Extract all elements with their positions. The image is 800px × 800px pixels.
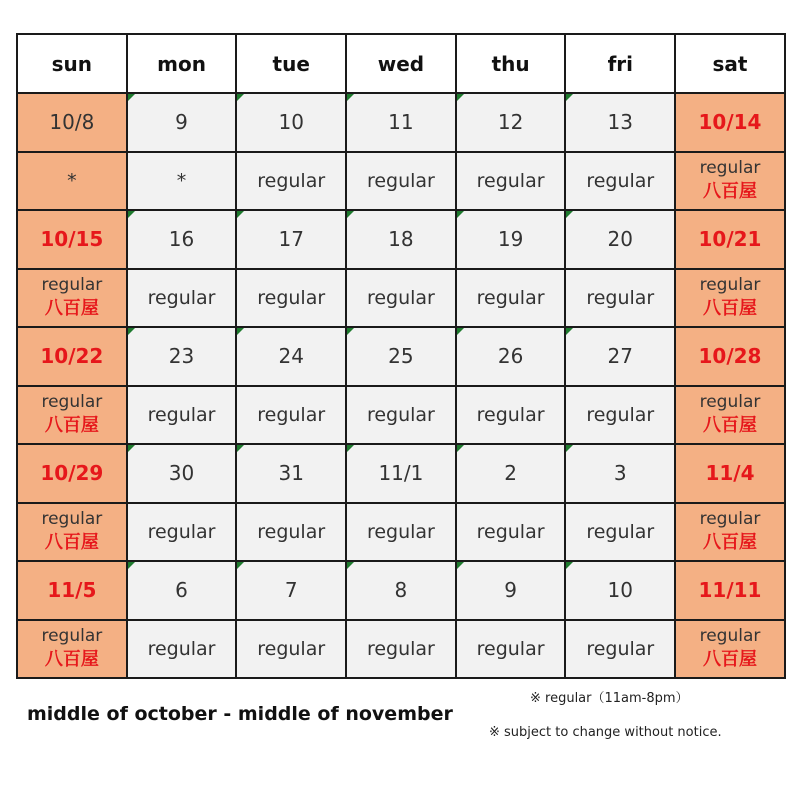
date-cell: 9	[127, 93, 237, 152]
schedule-cell	[456, 620, 566, 679]
schedule-label: regular	[257, 169, 326, 192]
schedule-label: regular	[699, 509, 761, 530]
header-sat: sat	[675, 34, 785, 93]
date-cell: 10/28	[675, 327, 785, 386]
schedule-cell	[346, 152, 456, 211]
schedule-label: regular	[476, 520, 545, 543]
date-cell: 11/5	[17, 561, 127, 620]
period-caption: middle of october - middle of november	[27, 703, 453, 725]
header-tue: tue	[236, 34, 346, 93]
schedule-label: regular	[147, 637, 216, 660]
date-cell: 10/15	[17, 210, 127, 269]
schedule-label: regular	[366, 520, 435, 543]
date-cell: 20	[565, 210, 675, 269]
date-cell: 31	[236, 444, 346, 503]
schedule-label: regular	[476, 169, 545, 192]
schedule-lines	[18, 274, 126, 321]
date-cell: 23	[127, 327, 237, 386]
schedule-cell	[675, 503, 785, 562]
schedule-label: regular	[41, 509, 103, 530]
header-sun: sun	[17, 34, 127, 93]
calendar-table	[16, 33, 786, 679]
date-cell: 2	[456, 444, 566, 503]
schedule-label: regular	[586, 286, 655, 309]
note-row	[17, 269, 785, 328]
vendor-label: 八百屋	[702, 298, 757, 320]
schedule-cell	[127, 503, 237, 562]
date-cell: 10/29	[17, 444, 127, 503]
schedule-label: regular	[41, 392, 103, 413]
schedule-label: regular	[699, 275, 761, 296]
schedule-cell	[456, 503, 566, 562]
schedule-lines	[18, 508, 126, 555]
schedule-cell	[17, 386, 127, 445]
schedule-cell	[127, 620, 237, 679]
schedule-label: regular	[586, 403, 655, 426]
schedule-label: regular	[586, 520, 655, 543]
date-cell: 24	[236, 327, 346, 386]
schedule-cell	[565, 503, 675, 562]
schedule-lines	[676, 625, 784, 672]
header-mon: mon	[127, 34, 237, 93]
schedule-cell	[675, 152, 785, 211]
schedule-cell	[17, 269, 127, 328]
schedule-cell	[565, 152, 675, 211]
date-cell: 11	[346, 93, 456, 152]
schedule-label: regular	[41, 275, 103, 296]
schedule-lines	[18, 625, 126, 672]
note-row	[17, 152, 785, 211]
schedule-lines	[676, 157, 784, 204]
schedule-cell	[456, 152, 566, 211]
schedule-cell	[456, 386, 566, 445]
date-row	[17, 327, 785, 386]
schedule-label: regular	[476, 403, 545, 426]
schedule-cell	[675, 269, 785, 328]
schedule-cell	[127, 269, 237, 328]
date-cell: 19	[456, 210, 566, 269]
schedule-label: regular	[147, 520, 216, 543]
schedule-cell	[236, 152, 346, 211]
change-notice: ※ subject to change without notice.	[489, 725, 722, 740]
vendor-label: 八百屋	[44, 415, 99, 437]
note-row	[17, 386, 785, 445]
schedule-label: regular	[366, 403, 435, 426]
date-cell: 3	[565, 444, 675, 503]
schedule-cell	[456, 269, 566, 328]
date-row	[17, 210, 785, 269]
schedule-cell	[565, 386, 675, 445]
schedule-label: regular	[366, 169, 435, 192]
schedule-cell	[236, 386, 346, 445]
date-row	[17, 444, 785, 503]
schedule-cell	[236, 620, 346, 679]
date-cell: 9	[456, 561, 566, 620]
schedule-label: *	[67, 169, 77, 192]
schedule-cell	[346, 386, 456, 445]
hours-note: ※ regular（11am-8pm）	[530, 691, 689, 706]
schedule-label: *	[176, 169, 187, 192]
schedule-label: regular	[366, 637, 435, 660]
date-cell: 25	[346, 327, 456, 386]
schedule-cell	[346, 269, 456, 328]
vendor-label: 八百屋	[702, 415, 757, 437]
schedule-label: regular	[699, 626, 761, 647]
schedule-cell	[565, 620, 675, 679]
schedule-cell	[346, 503, 456, 562]
note-row	[17, 620, 785, 679]
schedule-lines	[18, 391, 126, 438]
date-row	[17, 561, 785, 620]
schedule-label: regular	[41, 626, 103, 647]
date-cell: 10/21	[675, 210, 785, 269]
schedule-lines	[676, 391, 784, 438]
date-cell: 10	[236, 93, 346, 152]
date-cell: 16	[127, 210, 237, 269]
date-cell: 7	[236, 561, 346, 620]
vendor-label: 八百屋	[702, 181, 757, 203]
date-cell: 26	[456, 327, 566, 386]
date-cell: 11/11	[675, 561, 785, 620]
schedule-label: regular	[147, 403, 216, 426]
schedule-label: regular	[257, 637, 326, 660]
schedule-cell	[236, 503, 346, 562]
date-cell: 12	[456, 93, 566, 152]
schedule-label: regular	[476, 637, 545, 660]
header-fri: fri	[565, 34, 675, 93]
schedule-cell	[127, 152, 237, 211]
schedule-label: regular	[699, 392, 761, 413]
date-cell: 10/22	[17, 327, 127, 386]
vendor-label: 八百屋	[44, 298, 99, 320]
schedule-lines	[676, 274, 784, 321]
date-cell: 27	[565, 327, 675, 386]
schedule-label: regular	[586, 637, 655, 660]
date-cell: 11/1	[346, 444, 456, 503]
schedule-label: regular	[257, 286, 326, 309]
schedule-cell	[565, 269, 675, 328]
schedule-lines	[676, 508, 784, 555]
schedule-cell	[675, 620, 785, 679]
vendor-label: 八百屋	[702, 532, 757, 554]
date-cell: 30	[127, 444, 237, 503]
schedule-label: regular	[366, 286, 435, 309]
schedule-label: regular	[147, 286, 216, 309]
schedule-cell	[17, 503, 127, 562]
schedule-cell	[127, 386, 237, 445]
date-cell: 18	[346, 210, 456, 269]
schedule-label: regular	[257, 520, 326, 543]
date-row	[17, 93, 785, 152]
schedule-label: regular	[257, 403, 326, 426]
schedule-cell	[236, 269, 346, 328]
date-cell: 10/14	[675, 93, 785, 152]
note-row	[17, 503, 785, 562]
header-wed: wed	[346, 34, 456, 93]
schedule-label: regular	[699, 158, 761, 179]
schedule-label: regular	[476, 286, 545, 309]
date-cell: 10	[565, 561, 675, 620]
calendar-body	[17, 93, 785, 678]
schedule-cell	[17, 620, 127, 679]
date-cell: 10/8	[17, 93, 127, 152]
date-cell: 13	[565, 93, 675, 152]
date-cell: 6	[127, 561, 237, 620]
schedule-cell	[17, 152, 127, 211]
schedule-label: regular	[586, 169, 655, 192]
header-thu: thu	[456, 34, 566, 93]
date-cell: 8	[346, 561, 456, 620]
date-cell: 17	[236, 210, 346, 269]
vendor-label: 八百屋	[44, 649, 99, 671]
schedule-cell	[346, 620, 456, 679]
weekday-header-row	[17, 34, 785, 93]
vendor-label: 八百屋	[44, 532, 99, 554]
date-cell: 11/4	[675, 444, 785, 503]
vendor-label: 八百屋	[702, 649, 757, 671]
schedule-cell	[675, 386, 785, 445]
